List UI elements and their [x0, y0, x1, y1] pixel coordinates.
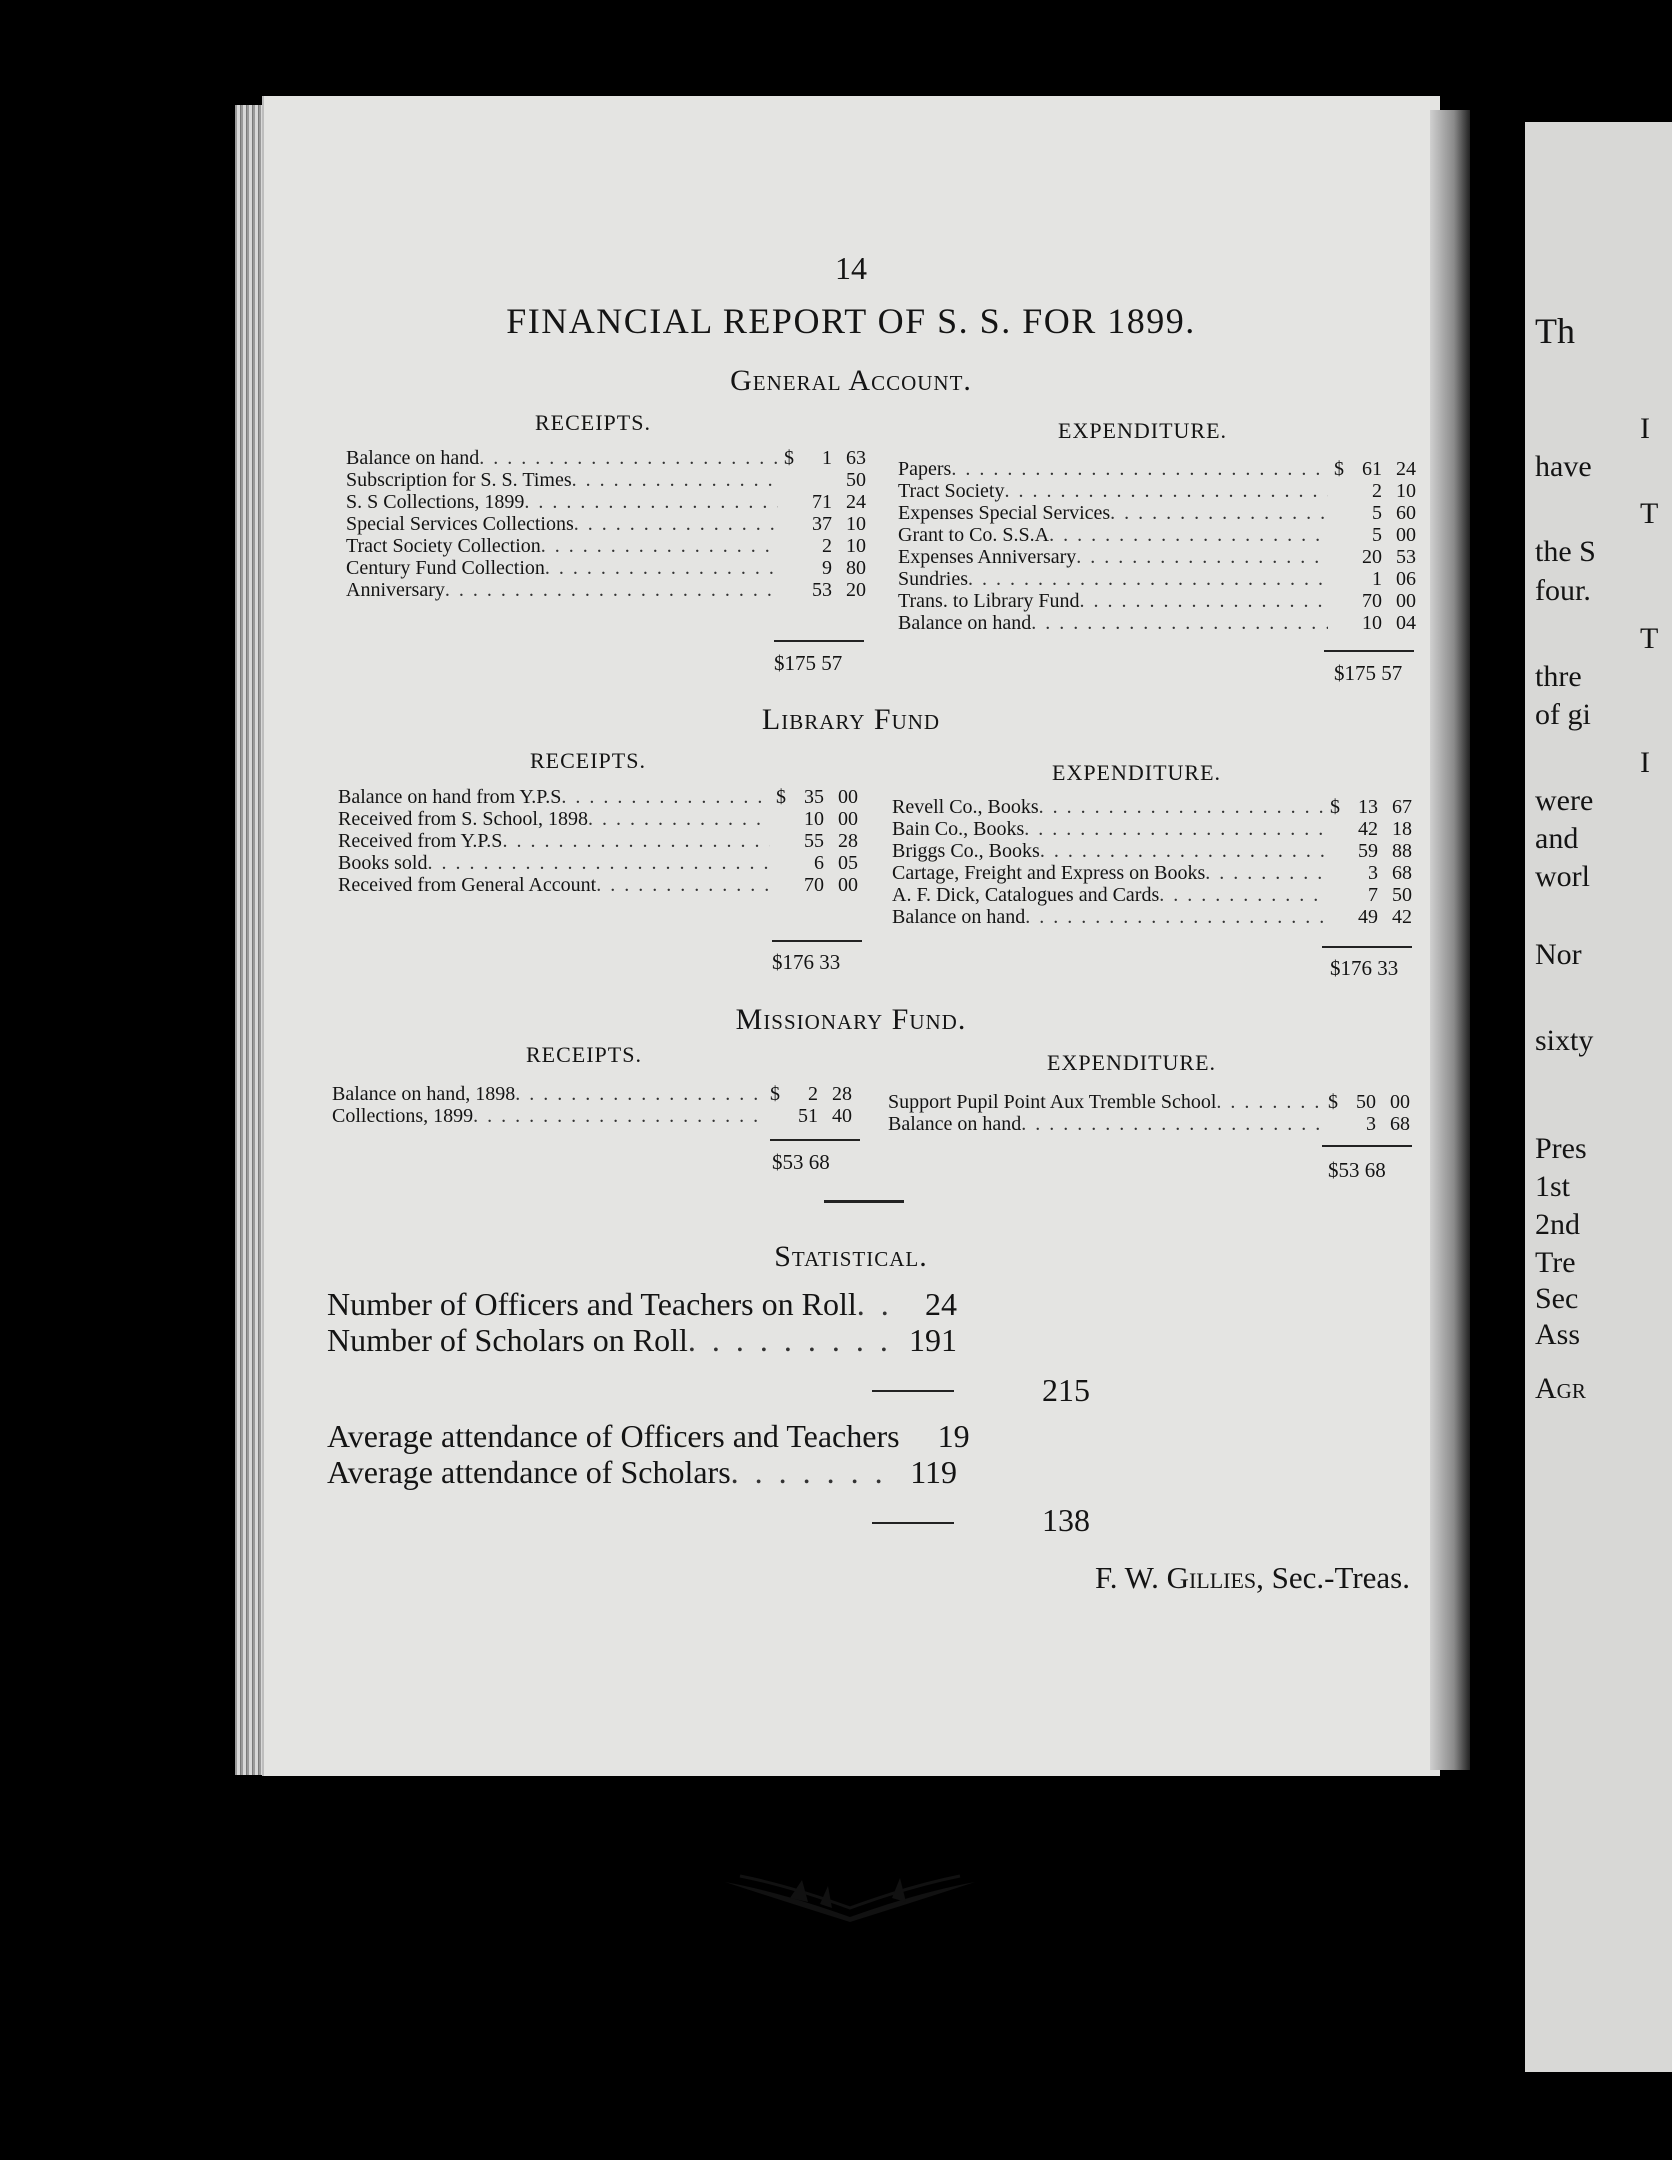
- facing-text: Tre: [1535, 1246, 1576, 1279]
- ledger-row: [898, 480, 1416, 502]
- library-receipts-ledger: [338, 786, 858, 896]
- amount-dollars: 61: [1362, 458, 1382, 480]
- amount-cents: 28: [832, 1083, 852, 1105]
- amount-dollars: 1: [822, 447, 832, 469]
- general-receipts-ledger: [346, 447, 866, 601]
- statistical-value: 119: [910, 1454, 957, 1490]
- amount-dollars: 1: [1372, 568, 1382, 590]
- amount-dollars: 55: [804, 830, 824, 852]
- amount-dollars: 35: [804, 786, 824, 808]
- amount-dollars: 7: [1368, 884, 1378, 906]
- ledger-row: [332, 1105, 852, 1127]
- ledger-row: [346, 469, 866, 491]
- leader-dots: [857, 1286, 887, 1323]
- amount-dollars: 49: [1358, 906, 1378, 928]
- amount-cents: 63: [846, 447, 866, 469]
- leader-dots: [596, 874, 770, 896]
- statistical-row: [327, 1454, 957, 1491]
- ledger-label: Special Services Collections: [346, 513, 574, 535]
- leader-dots: [1110, 502, 1328, 524]
- missionary-expenditure-ledger: [888, 1091, 1410, 1135]
- section-heading-general-account: General Account.: [730, 364, 972, 397]
- amount-dollars: 70: [1362, 590, 1382, 612]
- ledger-label: Collections, 1899: [332, 1105, 474, 1127]
- amount-cents: 05: [838, 852, 858, 874]
- general-expenditure-total: $175 57: [1334, 661, 1403, 685]
- amount-cents: 10: [846, 535, 866, 557]
- dollar-sign: $: [1330, 796, 1340, 818]
- ledger-label: Support Pupil Point Aux Tremble School: [888, 1091, 1217, 1113]
- ledger-row: [346, 513, 866, 535]
- ledger-label: Papers: [898, 458, 952, 480]
- ledger-label: Cartage, Freight and Express on Books: [892, 862, 1206, 884]
- receipts-label: RECEIPTS.: [526, 1042, 642, 1067]
- ledger-row: [898, 524, 1416, 546]
- leader-dots: [572, 469, 778, 491]
- leader-dots: [731, 1454, 887, 1491]
- facing-text: and: [1535, 822, 1579, 855]
- ledger-row: [346, 557, 866, 579]
- ledger-label: Received from Y.P.S: [338, 830, 503, 852]
- subtotal-rule: [872, 1390, 954, 1392]
- ledger-row: [888, 1091, 1410, 1113]
- statistical-label: Number of Scholars on Roll: [327, 1322, 688, 1358]
- amount-cents: 28: [838, 830, 858, 852]
- amount-cents: 42: [1392, 906, 1412, 928]
- facing-text: worl: [1535, 860, 1590, 893]
- ledger-row: [338, 786, 858, 808]
- amount-dollars: 59: [1358, 840, 1378, 862]
- statistical-label: Number of Officers and Teachers on Roll: [327, 1286, 857, 1322]
- ledger-row: [898, 568, 1416, 590]
- leader-dots: [1031, 612, 1328, 634]
- leader-dots: [1049, 524, 1328, 546]
- total-rule: [1322, 946, 1412, 948]
- ledger-row: [346, 579, 866, 601]
- statistical-row: [327, 1322, 957, 1359]
- missionary-receipts-ledger: [332, 1083, 852, 1127]
- leader-dots: [473, 1105, 764, 1127]
- section-heading-statistical: Statistical.: [774, 1240, 928, 1273]
- amount-dollars: 5: [1372, 524, 1382, 546]
- amount-cents: 24: [1396, 458, 1416, 480]
- leader-dots: [968, 568, 1328, 590]
- ledger-row: [338, 852, 858, 874]
- leader-dots: [479, 447, 778, 469]
- statistical-value: 24: [925, 1286, 957, 1322]
- expenditure-label: EXPENDITURE.: [1047, 1050, 1217, 1075]
- subtotal-rule: [872, 1522, 954, 1524]
- missionary-expenditure-total: $53 68: [1328, 1158, 1386, 1182]
- amount-cents: 67: [1392, 796, 1412, 818]
- leader-dots: [574, 513, 778, 535]
- ledger-row: [332, 1083, 852, 1105]
- book-page-edges: [235, 105, 265, 1775]
- dollar-sign: $: [1328, 1091, 1338, 1113]
- dollar-sign: $: [784, 447, 794, 469]
- general-receipts-total: $175 57: [774, 651, 843, 675]
- ledger-row: [898, 502, 1416, 524]
- report-page-content: [262, 0, 1440, 2160]
- leader-dots: [1079, 590, 1328, 612]
- total-rule: [772, 940, 862, 942]
- leader-dots: [951, 458, 1328, 480]
- ledger-row: [346, 447, 866, 469]
- leader-dots: [541, 535, 778, 557]
- expenditure-label: EXPENDITURE.: [1052, 760, 1222, 785]
- total-rule: [1324, 650, 1414, 652]
- amount-cents: 00: [838, 786, 858, 808]
- amount-cents: 68: [1390, 1113, 1410, 1135]
- ledger-label: Balance on hand: [892, 906, 1026, 928]
- ledger-label: Balance on hand: [888, 1113, 1022, 1135]
- facing-text: have: [1535, 450, 1592, 483]
- ledger-label: Balance on hand, 1898: [332, 1083, 516, 1105]
- amount-dollars: 42: [1358, 818, 1378, 840]
- leader-dots: [588, 808, 770, 830]
- facing-text: 2nd: [1535, 1208, 1580, 1241]
- facing-text: T: [1640, 622, 1659, 655]
- ledger-label: Balance on hand: [346, 447, 480, 469]
- amount-dollars: 37: [812, 513, 832, 535]
- signatory-role: Sec.-Treas.: [1271, 1560, 1410, 1595]
- dollar-sign: $: [776, 786, 786, 808]
- total-rule: [774, 640, 864, 642]
- amount-cents: 20: [846, 579, 866, 601]
- receipts-label: RECEIPTS.: [530, 748, 646, 773]
- ledger-row: [898, 612, 1416, 634]
- ledger-label: Trans. to Library Fund: [898, 590, 1080, 612]
- facing-text: I: [1640, 746, 1650, 779]
- ledger-label: Sundries: [898, 568, 968, 590]
- decorative-ornament-icon: [720, 1862, 980, 1922]
- facing-text: 1st: [1535, 1170, 1571, 1203]
- amount-cents: 10: [846, 513, 866, 535]
- ledger-label: A. F. Dick, Catalogues and Cards: [892, 884, 1160, 906]
- section-heading-library-fund: Library Fund: [761, 703, 941, 736]
- amount-cents: 88: [1392, 840, 1412, 862]
- leader-dots: [1216, 1091, 1322, 1113]
- amount-cents: 60: [1396, 502, 1416, 524]
- leader-dots: [1004, 480, 1328, 502]
- ledger-row: [338, 874, 858, 896]
- signatory-name: F. W. Gillies,: [1094, 1560, 1264, 1595]
- amount-dollars: 10: [804, 808, 824, 830]
- ledger-row: [338, 808, 858, 830]
- missionary-receipts-total: $53 68: [772, 1150, 830, 1174]
- leader-dots: [545, 557, 778, 579]
- ledger-row: [892, 840, 1412, 862]
- amount-cents: 00: [1390, 1091, 1410, 1113]
- report-title: FINANCIAL REPORT OF S. S. FOR 1899.: [506, 301, 1196, 341]
- ledger-label: Subscription for S. S. Times: [346, 469, 572, 491]
- library-expenditure-ledger: [892, 796, 1412, 928]
- leader-dots: [688, 1322, 887, 1359]
- ledger-label: Expenses Anniversary: [898, 546, 1077, 568]
- expenditure-label: EXPENDITURE.: [1058, 418, 1228, 443]
- amount-dollars: 13: [1358, 796, 1378, 818]
- ledger-label: Briggs Co., Books: [892, 840, 1040, 862]
- amount-cents: 50: [846, 469, 866, 491]
- leader-dots: [1076, 546, 1328, 568]
- leader-dots: [445, 579, 778, 601]
- amount-cents: 50: [1392, 884, 1412, 906]
- statistical-value: 19: [937, 1418, 970, 1454]
- ledger-row: [892, 906, 1412, 928]
- leader-dots: [1024, 818, 1324, 840]
- amount-dollars: 10: [1362, 612, 1382, 634]
- leader-dots: [1039, 796, 1324, 818]
- amount-cents: 24: [846, 491, 866, 513]
- section-divider: [824, 1200, 904, 1203]
- receipts-label: RECEIPTS.: [535, 410, 651, 435]
- ledger-label: Tract Society: [898, 480, 1005, 502]
- statistical-label: Average attendance of Officers and Teachers: [327, 1418, 900, 1454]
- amount-dollars: 5: [1372, 502, 1382, 524]
- ledger-row: [892, 862, 1412, 884]
- amount-cents: 00: [838, 808, 858, 830]
- ledger-row: [892, 818, 1412, 840]
- leader-dots: [1205, 862, 1324, 884]
- statistical-label: Average attendance of Scholars: [327, 1454, 731, 1490]
- ledger-label: Books sold: [338, 852, 428, 874]
- facing-text: four.: [1535, 574, 1591, 607]
- dollar-sign: $: [770, 1083, 780, 1105]
- ledger-label: Tract Society Collection: [346, 535, 541, 557]
- amount-cents: 40: [832, 1105, 852, 1127]
- ledger-row: [346, 491, 866, 513]
- section-heading-missionary-fund: Missionary Fund.: [735, 1003, 967, 1036]
- facing-text: Th: [1535, 311, 1575, 351]
- ledger-label: Received from General Account: [338, 874, 597, 896]
- amount-dollars: 50: [1356, 1091, 1376, 1113]
- facing-text: Nor: [1535, 938, 1582, 971]
- ledger-label: Balance on hand from Y.P.S: [338, 786, 562, 808]
- ledger-label: Century Fund Collection: [346, 557, 545, 579]
- ledger-row: [898, 590, 1416, 612]
- statistical-subtotal: 215: [1042, 1372, 1090, 1408]
- facing-text: Ass: [1535, 1318, 1581, 1351]
- amount-cents: 00: [1396, 524, 1416, 546]
- amount-dollars: 20: [1362, 546, 1382, 568]
- total-rule: [1322, 1145, 1412, 1147]
- ledger-label: Bain Co., Books: [892, 818, 1025, 840]
- ledger-row: [892, 884, 1412, 906]
- leader-dots: [524, 491, 778, 513]
- amount-cents: 80: [846, 557, 866, 579]
- library-receipts-total: $176 33: [772, 950, 841, 974]
- page-number: 14: [835, 250, 867, 286]
- ledger-row: [892, 796, 1412, 818]
- amount-cents: 53: [1396, 546, 1416, 568]
- facing-text: were: [1535, 784, 1594, 817]
- ledger-row: [898, 546, 1416, 568]
- facing-text: the S: [1535, 535, 1596, 568]
- amount-cents: 68: [1392, 862, 1412, 884]
- library-expenditure-total: $176 33: [1330, 956, 1399, 980]
- ledger-row: [888, 1113, 1410, 1135]
- ledger-label: Received from S. School, 1898: [338, 808, 588, 830]
- ledger-label: Grant to Co. S.S.A: [898, 524, 1050, 546]
- amount-cents: 00: [1396, 590, 1416, 612]
- statistical-row: [327, 1286, 957, 1323]
- statistical-row: [327, 1418, 970, 1455]
- amount-dollars: 3: [1368, 862, 1378, 884]
- amount-cents: 00: [838, 874, 858, 896]
- amount-dollars: 3: [1366, 1113, 1376, 1135]
- leader-dots: [1025, 906, 1324, 928]
- facing-text: thre: [1535, 660, 1582, 693]
- amount-dollars: 70: [804, 874, 824, 896]
- facing-text: of gi: [1535, 698, 1591, 731]
- dollar-sign: $: [1334, 458, 1344, 480]
- ledger-row: [338, 830, 858, 852]
- amount-dollars: 2: [1372, 480, 1382, 502]
- amount-dollars: 6: [814, 852, 824, 874]
- facing-text: Pres: [1535, 1132, 1587, 1165]
- statistical-value: 191: [909, 1322, 957, 1358]
- statistical-subtotal: 138: [1042, 1502, 1090, 1538]
- amount-dollars: 2: [822, 535, 832, 557]
- leader-dots: [1040, 840, 1324, 862]
- amount-dollars: 53: [812, 579, 832, 601]
- amount-cents: 04: [1396, 612, 1416, 634]
- facing-text: T: [1640, 497, 1659, 530]
- amount-dollars: 71: [812, 491, 832, 513]
- leader-dots: [427, 852, 770, 874]
- leader-dots: [502, 830, 770, 852]
- leader-dots: [1159, 884, 1324, 906]
- ledger-label: Anniversary: [346, 579, 445, 601]
- leader-dots: [515, 1083, 764, 1105]
- ledger-label: S. S Collections, 1899: [346, 491, 525, 513]
- amount-dollars: 2: [808, 1083, 818, 1105]
- facing-text: Agr: [1535, 1372, 1586, 1405]
- facing-text: Sec: [1535, 1282, 1579, 1315]
- facing-page: [1525, 122, 1672, 2072]
- amount-dollars: 51: [798, 1105, 818, 1127]
- total-rule: [770, 1139, 860, 1141]
- amount-cents: 10: [1396, 480, 1416, 502]
- general-expenditure-ledger: [898, 458, 1416, 634]
- ledger-label: Expenses Special Services: [898, 502, 1111, 524]
- ledger-row: [346, 535, 866, 557]
- leader-dots: [561, 786, 770, 808]
- leader-dots: [1021, 1113, 1322, 1135]
- amount-dollars: 9: [822, 557, 832, 579]
- ledger-label: Revell Co., Books: [892, 796, 1039, 818]
- ledger-label: Balance on hand: [898, 612, 1032, 634]
- ledger-row: [898, 458, 1416, 480]
- amount-cents: 18: [1392, 818, 1412, 840]
- facing-text: I: [1640, 412, 1650, 445]
- amount-cents: 06: [1396, 568, 1416, 590]
- facing-text: sixty: [1535, 1024, 1594, 1057]
- signature: [1095, 1560, 1410, 1596]
